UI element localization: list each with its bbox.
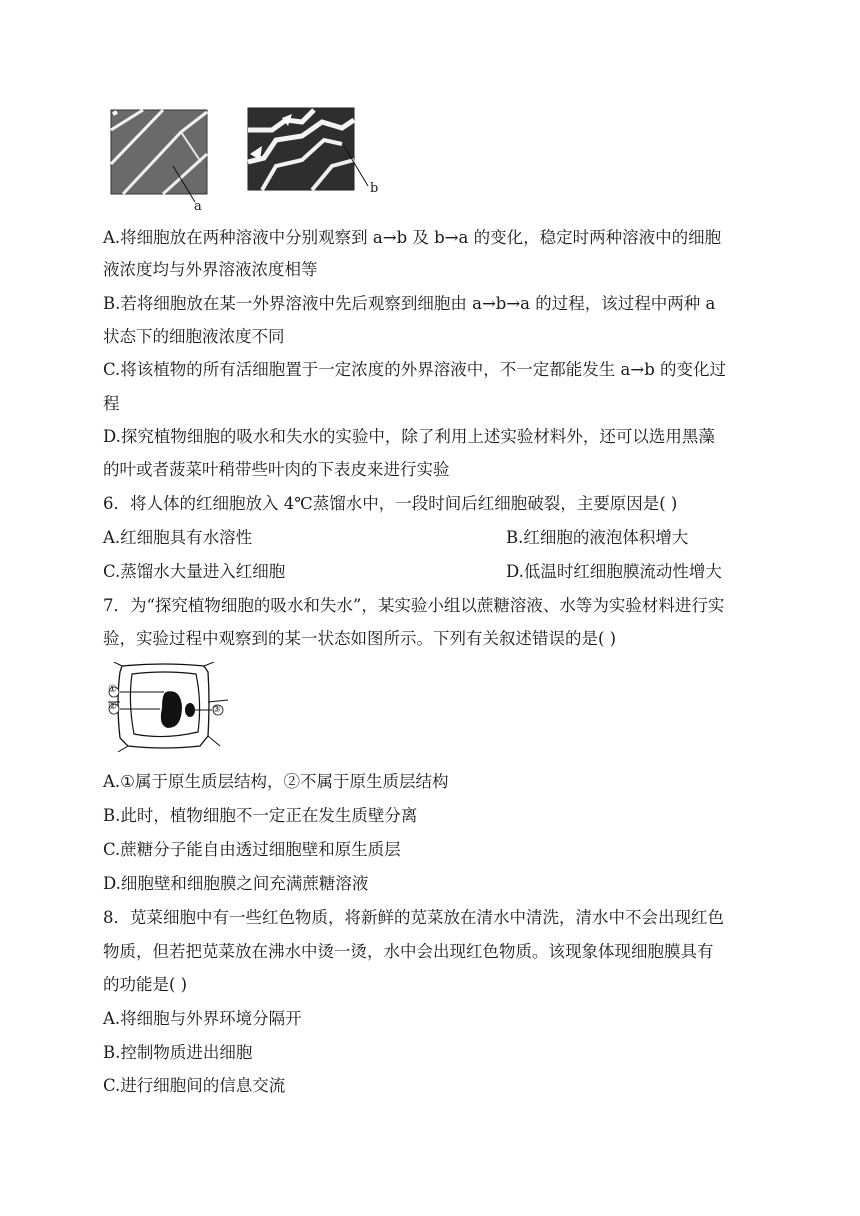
q7-option-c: C.蔗糖分子能自由透过细胞壁和原生质层 — [103, 840, 401, 859]
q8-stem-line-1: 8．苋菜细胞中有一些红色物质，将新鲜的苋菜放在清水中清洗，清水中不会出现红色 — [103, 908, 724, 927]
q6-option-c: C.蒸馏水大量进入红细胞 — [103, 562, 286, 581]
q8-option-b: B.控制物质进出细胞 — [103, 1043, 253, 1062]
q7-option-a: A.①属于原生质层结构，②不属于原生质层结构 — [103, 772, 449, 791]
q8-option-c: C.进行细胞间的信息交流 — [103, 1076, 286, 1095]
q6-options-row-2 — [103, 562, 763, 582]
q6-options-row-1 — [103, 528, 763, 548]
micrograph-b — [242, 100, 382, 210]
q6-option-d: D.低温时红细胞膜流动性增大 — [506, 562, 722, 581]
q6-option-b: B.红细胞的液泡体积增大 — [506, 528, 689, 547]
q5-option-c-line-2: 程 — [103, 394, 120, 413]
figure-label-b: b — [370, 181, 379, 196]
q5-option-d-line-2: 的叶或者菠菜叶稍带些叶肉的下表皮来进行实验 — [103, 460, 450, 479]
q5-option-b-line-2: 状态下的细胞液浓度不同 — [103, 327, 285, 346]
q5-option-a-line-2: 液浓度均与外界溶液浓度相等 — [103, 260, 318, 279]
q7-option-b: B.此时，植物细胞不一定正在发生质壁分离 — [103, 806, 418, 825]
diagram-label-1: ① — [108, 684, 117, 695]
q7-stem-line-2: 验，实验过程中观察到的某一状态如图所示。下列有关叙述错误的是( ) — [103, 629, 617, 648]
q8-option-a: A.将细胞与外界环境分隔开 — [103, 1009, 302, 1028]
diagram-label-2: ② — [108, 701, 117, 712]
q5-option-b-line-1: B.若将细胞放在某一外界溶液中先后观察到细胞由 a→b→a 的过程，该过程中两种 a — [103, 294, 716, 313]
q7-stem-line-1: 7．为“探究植物细胞的吸水和失水”，某实验小组以蔗糖溶液、水等为实验材料进行实 — [103, 596, 725, 615]
q5-option-d-line-1: D.探究植物细胞的吸水和失水的实验中，除了利用上述实验材料外，还可以选用黑藻 — [103, 427, 715, 446]
micrograph-a — [103, 102, 213, 212]
q8-stem-line-2: 物质，但若把苋菜放在沸水中烫一烫，水中会出现红色物质。该现象体现细胞膜具有 — [103, 942, 714, 961]
q7-option-d: D.细胞壁和细胞膜之间充满蔗糖溶液 — [103, 874, 369, 893]
q6-stem: 6．将人体的红细胞放入 4℃蒸馏水中，一段时间后红细胞破裂，主要原因是( ) — [103, 494, 678, 513]
figure-label-a: a — [194, 199, 202, 214]
q6-option-a: A.红细胞具有水溶性 — [103, 528, 253, 547]
q8-stem-line-3: 的功能是( ) — [103, 975, 188, 994]
q5-option-c-line-1: C.将该植物的所有活细胞置于一定浓度的外界溶液中，不一定都能发生 a→b 的变化过 — [103, 360, 726, 379]
diagram-label-3: ③ — [212, 704, 221, 715]
q5-option-a-line-1: A.将细胞放在两种溶液中分别观察到 a→b 及 b→a 的变化，稳定时两种溶液中的细胞 — [103, 228, 722, 247]
